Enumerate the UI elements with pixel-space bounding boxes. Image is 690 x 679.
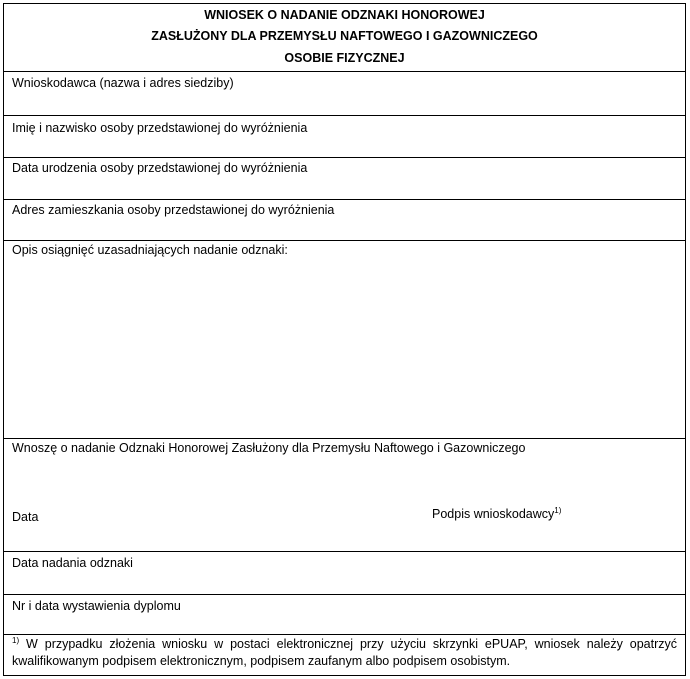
footnote	[12, 636, 677, 670]
form-header	[4, 4, 685, 72]
achievements-field[interactable]	[4, 241, 685, 439]
footnote-text: W przypadku złożenia wniosku w postaci elektronicznej przy użyciu skrzynki ePUAP, wniosek należy opatrzyć kwalifikowanym podpisem elektronicznym, podpisem zaufanym albo podpisem osobistym.	[12, 637, 677, 668]
signature-label-text: Podpis wnioskodawcy	[432, 507, 555, 521]
address-label: Adres zamieszkania osoby przedstawionej do wyróżnienia	[12, 203, 335, 217]
form-title-line-2: ZASŁUŻONY DLA PRZEMYSŁU NAFTOWEGO I GAZOWNICZEGO	[151, 29, 538, 43]
date-label: Data	[12, 510, 39, 524]
application-form	[3, 3, 686, 676]
request-section	[4, 439, 685, 552]
diploma-field[interactable]	[4, 595, 685, 635]
name-field[interactable]	[4, 116, 685, 158]
signature-footnote-mark: 1)	[554, 505, 562, 515]
signature-label	[432, 507, 561, 521]
name-label: Imię i nazwisko osoby przedstawionej do wyróżnienia	[12, 121, 308, 135]
request-text: Wnoszę o nadanie Odznaki Honorowej Zasłużony dla Przemysłu Naftowego i Gazowniczego	[12, 441, 526, 455]
footnote-section	[4, 635, 685, 677]
footnote-mark: 1)	[12, 635, 20, 645]
award-date-field[interactable]	[4, 552, 685, 595]
address-field[interactable]	[4, 200, 685, 241]
diploma-label: Nr i data wystawienia dyplomu	[12, 599, 181, 613]
achievements-label: Opis osiągnięć uzasadniających nadanie odznaki:	[12, 243, 288, 257]
award-date-label: Data nadania odznaki	[12, 556, 133, 570]
form-title-line-1: WNIOSEK O NADANIE ODZNAKI HONOROWEJ	[204, 8, 485, 22]
applicant-label: Wnioskodawca (nazwa i adres siedziby)	[12, 76, 234, 90]
form-title-line-3: OSOBIE FIZYCZNEJ	[284, 51, 405, 65]
birth-date-label: Data urodzenia osoby przedstawionej do wyróżnienia	[12, 161, 308, 175]
applicant-field[interactable]	[4, 72, 685, 116]
birth-date-field[interactable]	[4, 158, 685, 200]
